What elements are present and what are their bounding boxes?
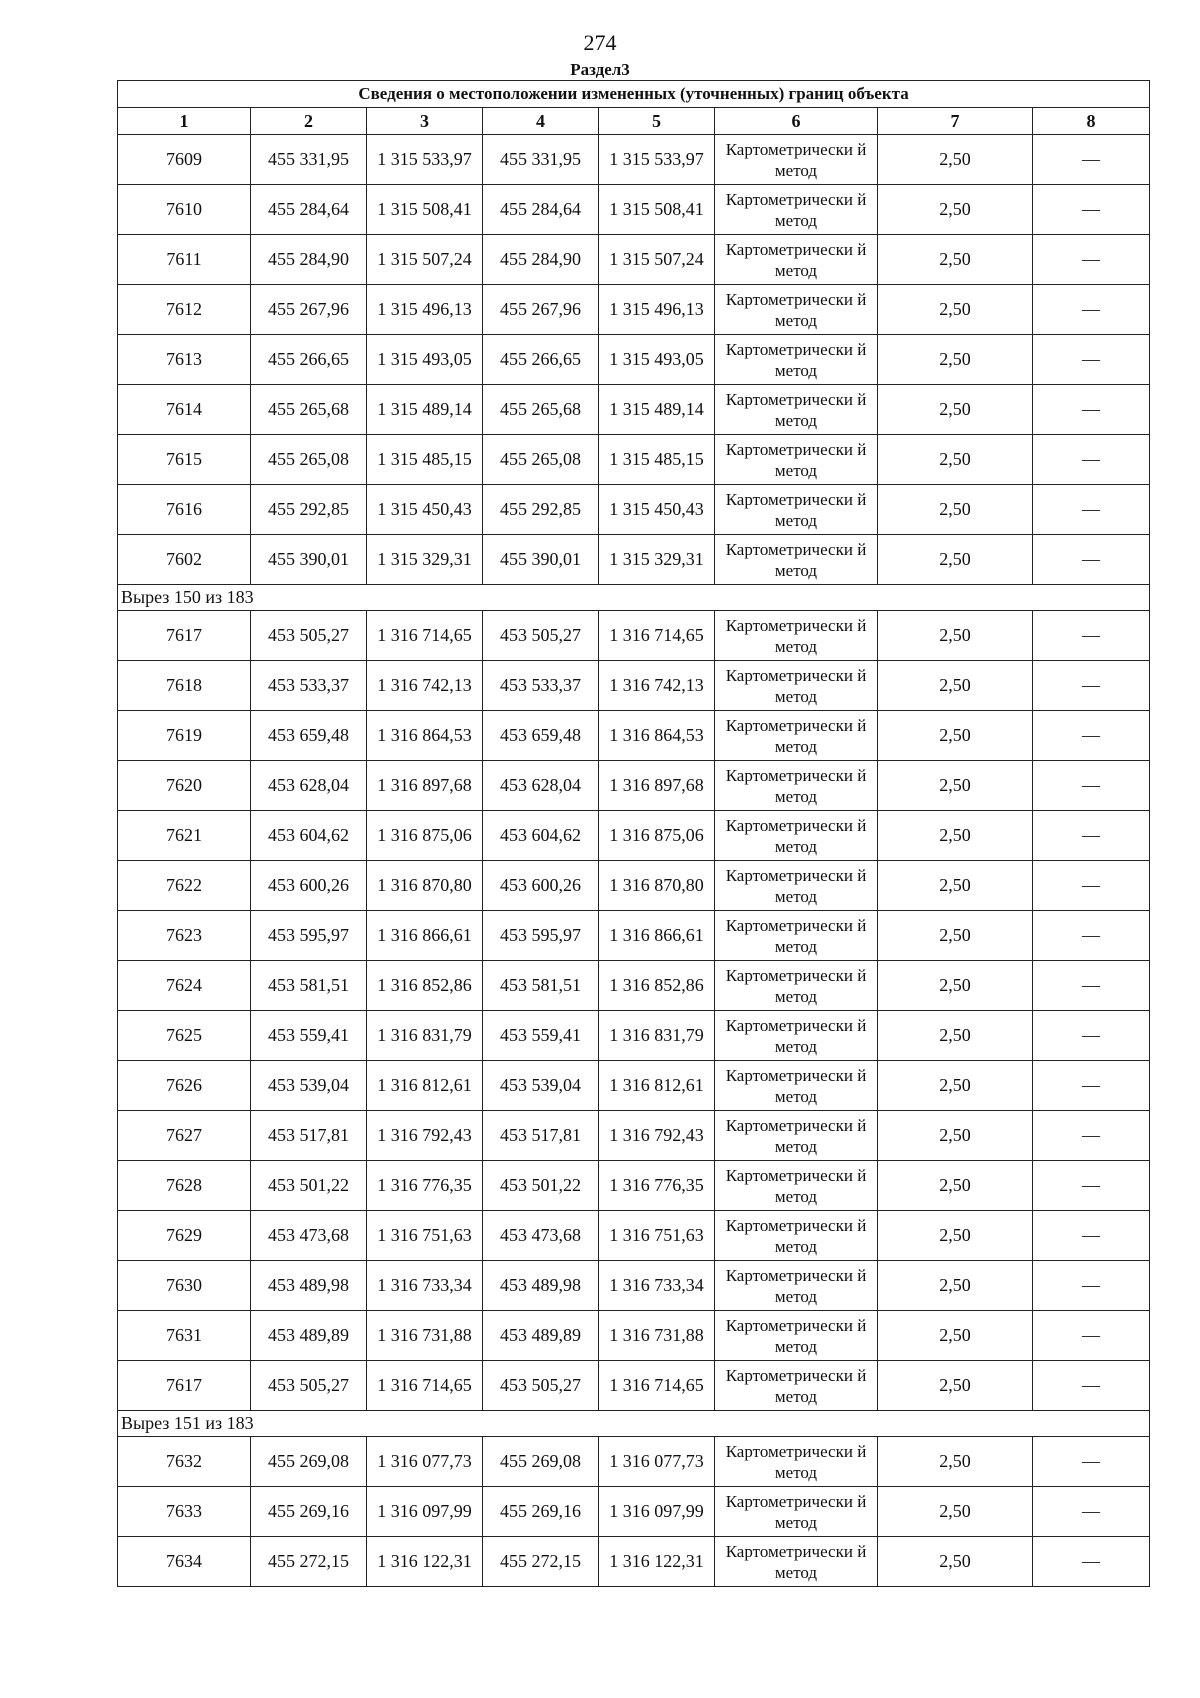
table-row [118,611,1150,661]
existing-x-cell: 453 600,26 [251,861,367,911]
note-cell: — [1033,335,1150,385]
table-row [118,761,1150,811]
table-row [118,435,1150,485]
point-number-cell: 7618 [118,661,251,711]
existing-x-cell: 455 266,65 [251,335,367,385]
table-row [118,1161,1150,1211]
method-cell: Картометрически й метод [715,185,878,235]
note-cell: — [1033,235,1150,285]
existing-x-cell: 453 501,22 [251,1161,367,1211]
existing-x-cell: 455 390,01 [251,535,367,585]
point-number-cell: 7614 [118,385,251,435]
existing-x-cell: 455 284,64 [251,185,367,235]
refined-x-cell: 455 331,95 [483,135,599,185]
refined-y-cell: 1 316 812,61 [599,1061,715,1111]
refined-y-cell: 1 316 097,99 [599,1487,715,1537]
note-cell: — [1033,1061,1150,1111]
method-cell: Картометрически й метод [715,1161,878,1211]
method-cell: Картометрически й метод [715,711,878,761]
table-row [118,1437,1150,1487]
refined-x-cell: 455 284,64 [483,185,599,235]
cut-section-row [118,585,1150,611]
column-number: 8 [1033,108,1150,135]
point-number-cell: 7602 [118,535,251,585]
existing-y-cell: 1 316 733,34 [367,1261,483,1311]
refined-y-cell: 1 316 866,61 [599,911,715,961]
refined-x-cell: 453 533,37 [483,661,599,711]
existing-y-cell: 1 315 450,43 [367,485,483,535]
note-cell: — [1033,1211,1150,1261]
refined-x-cell: 453 505,27 [483,611,599,661]
point-number-cell: 7611 [118,235,251,285]
note-cell: — [1033,1261,1150,1311]
method-cell: Картометрически й метод [715,1211,878,1261]
refined-y-cell: 1 316 852,86 [599,961,715,1011]
method-cell: Картометрически й метод [715,611,878,661]
existing-y-cell: 1 316 714,65 [367,611,483,661]
accuracy-cell: 2,50 [878,811,1033,861]
refined-x-cell: 455 269,08 [483,1437,599,1487]
point-number-cell: 7626 [118,1061,251,1111]
existing-y-cell: 1 316 742,13 [367,661,483,711]
refined-x-cell: 453 505,27 [483,1361,599,1411]
table-row [118,1361,1150,1411]
table-row [118,285,1150,335]
column-number-row [118,108,1150,135]
accuracy-cell: 2,50 [878,661,1033,711]
accuracy-cell: 2,50 [878,185,1033,235]
existing-x-cell: 453 628,04 [251,761,367,811]
point-number-cell: 7612 [118,285,251,335]
accuracy-cell: 2,50 [878,485,1033,535]
table-row [118,1261,1150,1311]
existing-y-cell: 1 316 875,06 [367,811,483,861]
refined-y-cell: 1 315 485,15 [599,435,715,485]
method-cell: Картометрически й метод [715,1437,878,1487]
refined-x-cell: 455 269,16 [483,1487,599,1537]
refined-y-cell: 1 316 742,13 [599,661,715,711]
accuracy-cell: 2,50 [878,135,1033,185]
point-number-cell: 7617 [118,1361,251,1411]
existing-y-cell: 1 316 870,80 [367,861,483,911]
column-number: 1 [118,108,251,135]
refined-x-cell: 455 265,08 [483,435,599,485]
point-number-cell: 7621 [118,811,251,861]
table-row [118,1111,1150,1161]
point-number-cell: 7631 [118,1311,251,1361]
point-number-cell: 7632 [118,1437,251,1487]
point-number-cell: 7627 [118,1111,251,1161]
table-row [118,135,1150,185]
existing-x-cell: 453 659,48 [251,711,367,761]
existing-y-cell: 1 315 485,15 [367,435,483,485]
method-cell: Картометрически й метод [715,1111,878,1161]
refined-y-cell: 1 316 733,34 [599,1261,715,1311]
method-cell: Картометрически й метод [715,135,878,185]
point-number-cell: 7633 [118,1487,251,1537]
accuracy-cell: 2,50 [878,911,1033,961]
existing-x-cell: 453 604,62 [251,811,367,861]
refined-y-cell: 1 315 329,31 [599,535,715,585]
table-row [118,385,1150,435]
method-cell: Картометрически й метод [715,1261,878,1311]
table-body [118,81,1150,1587]
point-number-cell: 7615 [118,435,251,485]
cut-section-row [118,1411,1150,1437]
existing-x-cell: 453 489,89 [251,1311,367,1361]
table-row [118,1537,1150,1587]
existing-y-cell: 1 316 077,73 [367,1437,483,1487]
refined-x-cell: 455 272,15 [483,1537,599,1587]
section-title: Раздел3 [570,60,630,79]
refined-y-cell: 1 316 714,65 [599,1361,715,1411]
refined-x-cell: 453 559,41 [483,1011,599,1061]
note-cell: — [1033,185,1150,235]
method-cell: Картометрически й метод [715,235,878,285]
note-cell: — [1033,661,1150,711]
refined-x-cell: 453 628,04 [483,761,599,811]
accuracy-cell: 2,50 [878,235,1033,285]
accuracy-cell: 2,50 [878,435,1033,485]
accuracy-cell: 2,50 [878,611,1033,661]
existing-y-cell: 1 316 866,61 [367,911,483,961]
refined-x-cell: 453 659,48 [483,711,599,761]
accuracy-cell: 2,50 [878,1537,1033,1587]
existing-y-cell: 1 315 496,13 [367,285,483,335]
table-row [118,711,1150,761]
column-number: 4 [483,108,599,135]
method-cell: Картометрически й метод [715,435,878,485]
accuracy-cell: 2,50 [878,1361,1033,1411]
existing-y-cell: 1 316 751,63 [367,1211,483,1261]
accuracy-cell: 2,50 [878,1311,1033,1361]
table-caption-row [118,81,1150,108]
existing-x-cell: 455 269,16 [251,1487,367,1537]
cut-section-label: Вырез 151 из 183 [118,1411,1150,1437]
refined-x-cell: 455 265,68 [483,385,599,435]
method-cell: Картометрически й метод [715,285,878,335]
method-cell: Картометрически й метод [715,661,878,711]
method-cell: Картометрически й метод [715,1311,878,1361]
refined-x-cell: 455 284,90 [483,235,599,285]
note-cell: — [1033,1437,1150,1487]
method-cell: Картометрически й метод [715,861,878,911]
refined-y-cell: 1 316 864,53 [599,711,715,761]
method-cell: Картометрически й метод [715,335,878,385]
accuracy-cell: 2,50 [878,1061,1033,1111]
existing-x-cell: 455 267,96 [251,285,367,335]
existing-x-cell: 455 284,90 [251,235,367,285]
existing-x-cell: 453 539,04 [251,1061,367,1111]
existing-x-cell: 453 581,51 [251,961,367,1011]
point-number-cell: 7613 [118,335,251,385]
existing-y-cell: 1 315 508,41 [367,185,483,235]
refined-x-cell: 453 581,51 [483,961,599,1011]
existing-y-cell: 1 316 731,88 [367,1311,483,1361]
refined-x-cell: 455 292,85 [483,485,599,535]
existing-y-cell: 1 315 329,31 [367,535,483,585]
existing-y-cell: 1 316 852,86 [367,961,483,1011]
point-number-cell: 7623 [118,911,251,961]
table-row [118,1311,1150,1361]
note-cell: — [1033,861,1150,911]
refined-y-cell: 1 315 489,14 [599,385,715,435]
table-caption: Сведения о местоположении измененных (уточненных) границ объекта [118,81,1150,108]
refined-x-cell: 455 390,01 [483,535,599,585]
existing-x-cell: 455 265,68 [251,385,367,435]
accuracy-cell: 2,50 [878,1161,1033,1211]
note-cell: — [1033,1011,1150,1061]
existing-y-cell: 1 316 714,65 [367,1361,483,1411]
method-cell: Картометрически й метод [715,535,878,585]
table-row [118,1061,1150,1111]
refined-y-cell: 1 316 731,88 [599,1311,715,1361]
note-cell: — [1033,961,1150,1011]
table-row [118,961,1150,1011]
existing-x-cell: 455 292,85 [251,485,367,535]
point-number-cell: 7625 [118,1011,251,1061]
point-number-cell: 7617 [118,611,251,661]
accuracy-cell: 2,50 [878,335,1033,385]
existing-y-cell: 1 316 122,31 [367,1537,483,1587]
point-number-cell: 7616 [118,485,251,535]
existing-y-cell: 1 315 533,97 [367,135,483,185]
note-cell: — [1033,285,1150,335]
refined-y-cell: 1 316 875,06 [599,811,715,861]
refined-y-cell: 1 316 776,35 [599,1161,715,1211]
note-cell: — [1033,1537,1150,1587]
table-row [118,861,1150,911]
note-cell: — [1033,1111,1150,1161]
refined-y-cell: 1 316 122,31 [599,1537,715,1587]
table-row [118,335,1150,385]
column-number: 6 [715,108,878,135]
refined-x-cell: 455 267,96 [483,285,599,335]
point-number-cell: 7624 [118,961,251,1011]
accuracy-cell: 2,50 [878,961,1033,1011]
existing-x-cell: 453 517,81 [251,1111,367,1161]
note-cell: — [1033,1161,1150,1211]
table-row [118,235,1150,285]
refined-y-cell: 1 315 507,24 [599,235,715,285]
refined-y-cell: 1 315 496,13 [599,285,715,335]
table-row [118,911,1150,961]
note-cell: — [1033,761,1150,811]
table-row [118,185,1150,235]
table-row [118,535,1150,585]
refined-y-cell: 1 315 493,05 [599,335,715,385]
refined-x-cell: 453 489,89 [483,1311,599,1361]
table-row [118,1487,1150,1537]
point-number-cell: 7610 [118,185,251,235]
table-row [118,1011,1150,1061]
accuracy-cell: 2,50 [878,1111,1033,1161]
existing-x-cell: 453 473,68 [251,1211,367,1261]
point-number-cell: 7622 [118,861,251,911]
accuracy-cell: 2,50 [878,285,1033,335]
accuracy-cell: 2,50 [878,761,1033,811]
refined-x-cell: 455 266,65 [483,335,599,385]
method-cell: Картометрически й метод [715,385,878,435]
accuracy-cell: 2,50 [878,1211,1033,1261]
existing-y-cell: 1 316 097,99 [367,1487,483,1537]
note-cell: — [1033,485,1150,535]
refined-x-cell: 453 600,26 [483,861,599,911]
refined-y-cell: 1 316 792,43 [599,1111,715,1161]
boundary-coordinates-table [117,80,1150,1587]
table-row [118,811,1150,861]
existing-y-cell: 1 316 812,61 [367,1061,483,1111]
refined-y-cell: 1 316 831,79 [599,1011,715,1061]
method-cell: Картометрически й метод [715,1487,878,1537]
accuracy-cell: 2,50 [878,1487,1033,1537]
note-cell: — [1033,1361,1150,1411]
refined-y-cell: 1 316 870,80 [599,861,715,911]
point-number-cell: 7628 [118,1161,251,1211]
existing-x-cell: 453 505,27 [251,1361,367,1411]
note-cell: — [1033,435,1150,485]
refined-y-cell: 1 316 714,65 [599,611,715,661]
refined-y-cell: 1 316 751,63 [599,1211,715,1261]
existing-x-cell: 453 489,98 [251,1261,367,1311]
refined-x-cell: 453 539,04 [483,1061,599,1111]
refined-x-cell: 453 489,98 [483,1261,599,1311]
note-cell: — [1033,611,1150,661]
accuracy-cell: 2,50 [878,385,1033,435]
point-number-cell: 7634 [118,1537,251,1587]
refined-x-cell: 453 595,97 [483,911,599,961]
column-number: 7 [878,108,1033,135]
refined-x-cell: 453 517,81 [483,1111,599,1161]
existing-x-cell: 453 595,97 [251,911,367,961]
column-number: 3 [367,108,483,135]
existing-x-cell: 453 533,37 [251,661,367,711]
table-row [118,485,1150,535]
note-cell: — [1033,911,1150,961]
method-cell: Картометрически й метод [715,1361,878,1411]
accuracy-cell: 2,50 [878,1011,1033,1061]
method-cell: Картометрически й метод [715,911,878,961]
method-cell: Картометрически й метод [715,1537,878,1587]
note-cell: — [1033,535,1150,585]
existing-y-cell: 1 316 897,68 [367,761,483,811]
note-cell: — [1033,1311,1150,1361]
existing-y-cell: 1 315 507,24 [367,235,483,285]
note-cell: — [1033,1487,1150,1537]
existing-x-cell: 453 505,27 [251,611,367,661]
method-cell: Картометрически й метод [715,761,878,811]
table-row [118,1211,1150,1261]
method-cell: Картометрически й метод [715,1061,878,1111]
column-number: 5 [599,108,715,135]
point-number-cell: 7619 [118,711,251,761]
existing-y-cell: 1 316 864,53 [367,711,483,761]
existing-x-cell: 455 331,95 [251,135,367,185]
note-cell: — [1033,135,1150,185]
table-row [118,661,1150,711]
accuracy-cell: 2,50 [878,711,1033,761]
existing-x-cell: 453 559,41 [251,1011,367,1061]
existing-x-cell: 455 269,08 [251,1437,367,1487]
method-cell: Картометрически й метод [715,485,878,535]
existing-x-cell: 455 265,08 [251,435,367,485]
refined-x-cell: 453 501,22 [483,1161,599,1211]
cut-section-label: Вырез 150 из 183 [118,585,1150,611]
point-number-cell: 7630 [118,1261,251,1311]
point-number-cell: 7609 [118,135,251,185]
existing-y-cell: 1 315 489,14 [367,385,483,435]
accuracy-cell: 2,50 [878,1261,1033,1311]
existing-y-cell: 1 316 831,79 [367,1011,483,1061]
point-number-cell: 7629 [118,1211,251,1261]
refined-x-cell: 453 604,62 [483,811,599,861]
column-number: 2 [251,108,367,135]
accuracy-cell: 2,50 [878,1437,1033,1487]
refined-y-cell: 1 315 533,97 [599,135,715,185]
point-number-cell: 7620 [118,761,251,811]
existing-y-cell: 1 316 776,35 [367,1161,483,1211]
accuracy-cell: 2,50 [878,535,1033,585]
accuracy-cell: 2,50 [878,861,1033,911]
refined-y-cell: 1 316 077,73 [599,1437,715,1487]
method-cell: Картометрически й метод [715,811,878,861]
refined-y-cell: 1 315 508,41 [599,185,715,235]
method-cell: Картометрически й метод [715,961,878,1011]
refined-y-cell: 1 316 897,68 [599,761,715,811]
existing-y-cell: 1 316 792,43 [367,1111,483,1161]
note-cell: — [1033,711,1150,761]
existing-y-cell: 1 315 493,05 [367,335,483,385]
existing-x-cell: 455 272,15 [251,1537,367,1587]
method-cell: Картометрически й метод [715,1011,878,1061]
refined-x-cell: 453 473,68 [483,1211,599,1261]
page-number: 274 [583,30,617,55]
note-cell: — [1033,811,1150,861]
note-cell: — [1033,385,1150,435]
refined-y-cell: 1 315 450,43 [599,485,715,535]
